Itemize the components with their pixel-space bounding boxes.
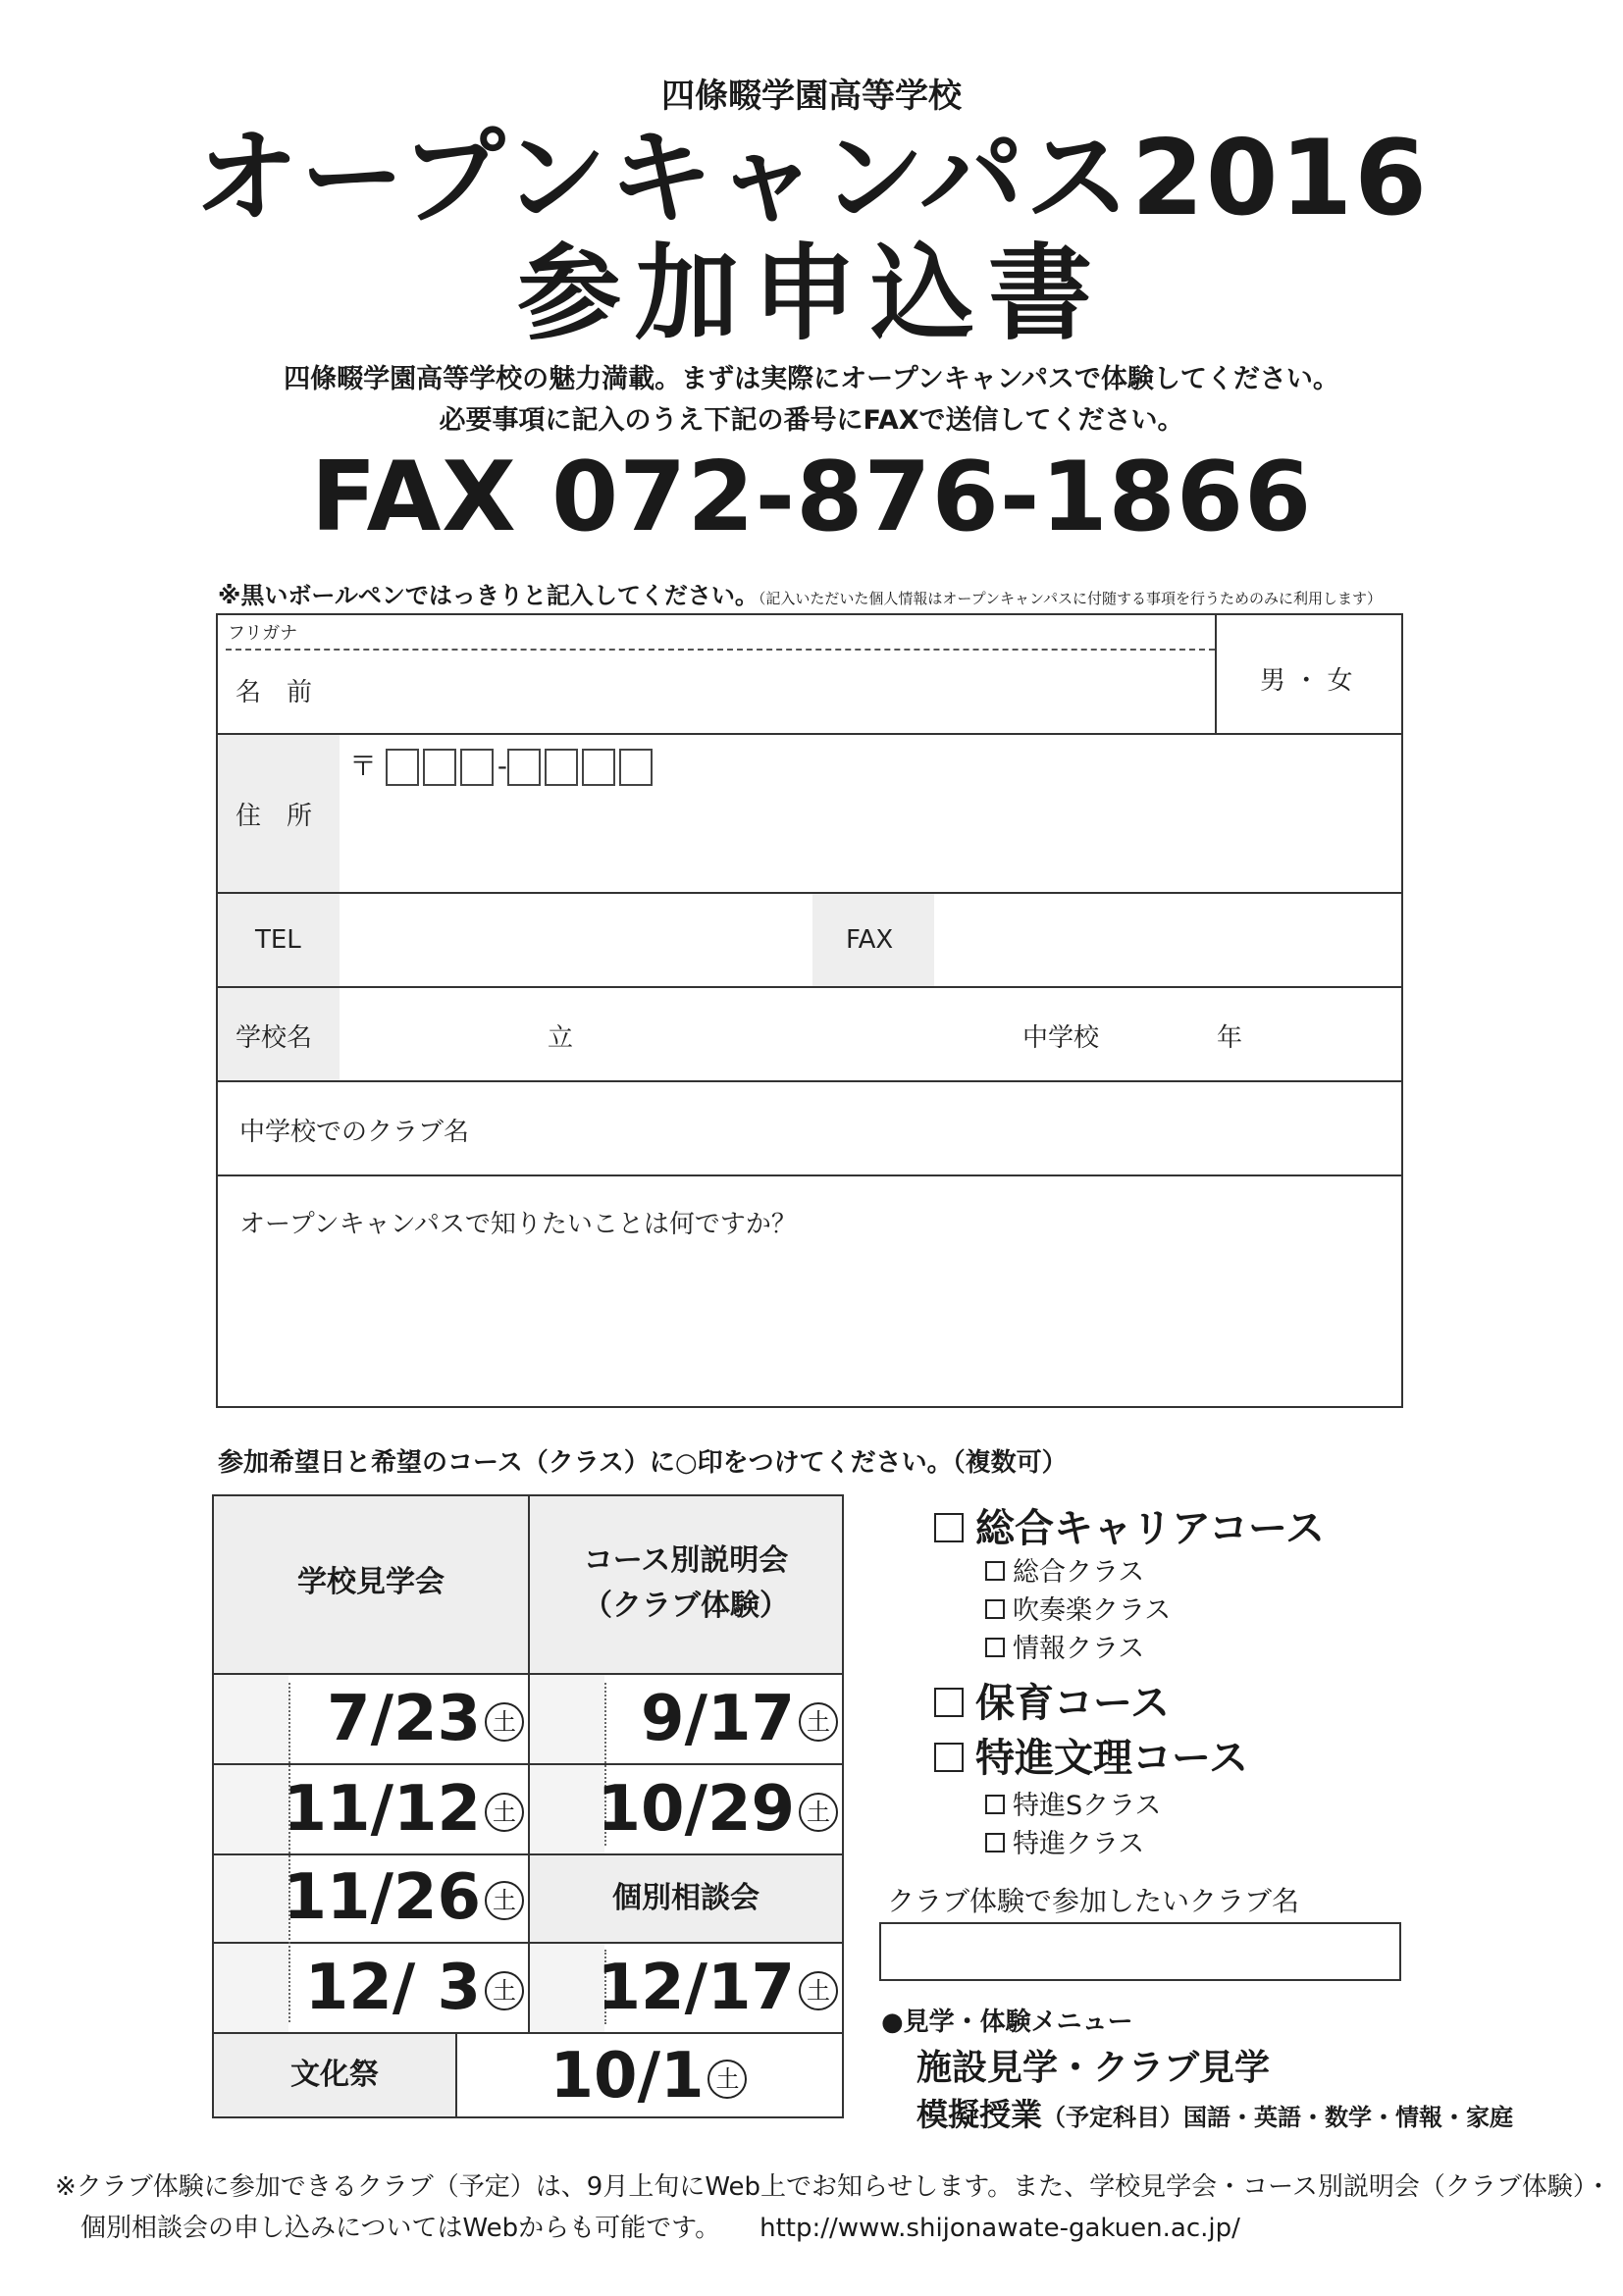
menu-item-note: （予定科目）	[1042, 2104, 1184, 2131]
course-header-line2: （クラブ体験）	[583, 1589, 789, 1623]
date-text: 12/ 3	[304, 1952, 481, 2024]
saturday-mark: 土	[707, 2060, 747, 2099]
page-title: オープンキャンパス2016	[193, 118, 1430, 238]
name-label: 名 前	[236, 678, 313, 707]
checkbox-icon[interactable]	[985, 1638, 1005, 1657]
grid-line	[214, 1673, 842, 1675]
school-visit-date[interactable]	[284, 1773, 525, 1846]
saturday-mark: 土	[485, 1702, 524, 1742]
saturday-mark: 土	[799, 1971, 838, 2010]
course-label: 特進文理コース	[975, 1736, 1248, 1781]
school-visit-date[interactable]	[305, 1952, 524, 2024]
intro-line-2: 必要事項に記入のうえ下記の番号にFAXで送信してください。	[439, 405, 1184, 436]
class-label: 総合クラス	[1013, 1557, 1145, 1588]
address-label: 住 所	[236, 802, 313, 831]
date-text: 10/29	[597, 1773, 795, 1846]
grid-line	[214, 1763, 842, 1765]
club-request-field[interactable]	[879, 1922, 1401, 1981]
pen-note	[218, 576, 1382, 610]
gender-select[interactable]: 男 ・ 女	[1260, 666, 1353, 696]
school-visit-date[interactable]	[327, 1683, 524, 1755]
school-name-field[interactable]	[581, 996, 1013, 1074]
question-row	[218, 1176, 1401, 1406]
grid-line	[214, 1853, 842, 1855]
grid-line	[214, 2032, 842, 2034]
club-field[interactable]	[571, 1090, 1386, 1169]
checkbox-icon[interactable]	[934, 1688, 964, 1717]
course-label: 総合キャリアコース	[975, 1506, 1325, 1551]
checkbox-icon[interactable]	[934, 1743, 964, 1772]
date-text: 9/17	[641, 1683, 795, 1755]
question-field[interactable]	[232, 1245, 1386, 1392]
course-general-checkbox[interactable]	[934, 1497, 1325, 1553]
pen-note-text: ※黒いボールペンではっきりと記入してください。	[218, 582, 759, 609]
prefecture-field[interactable]	[345, 996, 542, 1074]
checkbox-icon[interactable]	[985, 1561, 1005, 1581]
postal-digit-box[interactable]	[386, 749, 419, 786]
menu-item-facility: 施設見学・クラブ見学	[916, 2048, 1271, 2088]
class-advanced-checkbox[interactable]	[985, 1822, 1144, 1860]
question-label: オープンキャンパスで知りたいことは何ですか？	[239, 1210, 797, 1239]
course-childcare-checkbox[interactable]	[934, 1672, 1170, 1728]
checkbox-icon[interactable]	[985, 1599, 1005, 1619]
menu-item-main: 模擬授業	[916, 2096, 1043, 2133]
contact-row	[218, 894, 1401, 988]
menu-item-trial-class	[916, 2090, 1513, 2135]
furigana-divider	[226, 649, 1215, 651]
menu-item-subjects: 国語・英語・数学・情報・家庭	[1183, 2104, 1514, 2131]
name-field[interactable]	[336, 654, 1209, 729]
course-label: 保育コース	[975, 1681, 1170, 1726]
class-info-checkbox[interactable]	[985, 1627, 1144, 1665]
date-text: 7/23	[327, 1683, 481, 1755]
gender-divider	[1215, 615, 1217, 733]
tel-label: TEL	[255, 925, 301, 955]
school-visit-header: 学校見学会	[297, 1565, 445, 1599]
name-row	[218, 615, 1401, 735]
address-field[interactable]	[349, 804, 1389, 886]
postal-digit-box[interactable]	[545, 749, 578, 786]
festival-date[interactable]	[455, 2040, 842, 2113]
grid-line	[214, 1942, 842, 1944]
consult-date[interactable]	[598, 1952, 839, 2024]
tel-field[interactable]	[345, 902, 807, 980]
address-row	[218, 735, 1401, 894]
school-row	[218, 988, 1401, 1082]
postal-digit-box[interactable]	[507, 749, 541, 786]
footer-note-text: 個別相談会の申し込みについてはWebからも可能です。	[80, 2214, 721, 2243]
fax-field[interactable]	[940, 902, 1391, 980]
course-date[interactable]	[598, 1773, 839, 1846]
club-request-label: クラブ体験で参加したいクラブ名	[887, 1885, 1300, 1917]
class-label: 吹奏楽クラス	[1013, 1595, 1172, 1626]
furigana-label: フリガナ	[228, 623, 298, 644]
fax-number: FAX 072-876-1866	[310, 442, 1313, 553]
checkbox-icon[interactable]	[985, 1833, 1005, 1852]
grade-field[interactable]	[1130, 996, 1209, 1074]
saturday-mark: 土	[485, 1793, 524, 1832]
junior-high-label: 中学校	[1022, 1023, 1100, 1053]
footer-note-2	[80, 2208, 1240, 2244]
saturday-mark: 土	[485, 1881, 524, 1920]
club-label: 中学校でのクラブ名	[239, 1118, 470, 1147]
class-label: 特進クラス	[1013, 1829, 1145, 1859]
year-label: 年	[1217, 1023, 1243, 1053]
fax-label: FAX	[846, 925, 894, 955]
privacy-note: （記入いただいた個人情報はオープンキャンパスに付随する事項を行うためのみに利用します）	[758, 590, 1382, 607]
date-text: 11/26	[283, 1861, 481, 1934]
postal-digit-box[interactable]	[423, 749, 456, 786]
postal-digit-box[interactable]	[619, 749, 653, 786]
consult-margin-cell	[530, 1942, 604, 2032]
school-label: 学校名	[236, 1023, 313, 1053]
postal-code[interactable]	[349, 745, 656, 786]
course-date[interactable]	[641, 1683, 838, 1755]
menu-title: ●見学・体験メニュー	[881, 2008, 1133, 2037]
date-text: 12/17	[597, 1952, 795, 2024]
festival-label: 文化祭	[290, 2058, 379, 2092]
instruction-text: 参加希望日と希望のコース（クラス）に○印をつけてください。（複数可）	[218, 1448, 1068, 1478]
saturday-mark: 土	[799, 1793, 838, 1832]
school-visit-date[interactable]	[284, 1861, 525, 1934]
intro-line-1: 四條畷学園高等学校の魅力満載。まずは実際にオープンキャンパスで体験してください。	[284, 364, 1339, 394]
class-band-checkbox[interactable]	[985, 1589, 1171, 1627]
course-header-line1: コース別説明会	[583, 1543, 789, 1578]
date-text: 11/12	[283, 1773, 481, 1846]
consult-header: 個別相談会	[612, 1881, 759, 1915]
class-advanced-s-checkbox[interactable]	[985, 1784, 1161, 1822]
club-row	[218, 1082, 1401, 1176]
schedule-table	[212, 1494, 844, 2118]
saturday-mark: 土	[485, 1971, 524, 2010]
postal-digit-box[interactable]	[582, 749, 615, 786]
left-margin-cell	[214, 1673, 288, 2032]
website-link[interactable]: http://www.shijonawate-gakuen.ac.jp/	[759, 2214, 1240, 2243]
page-subtitle: 参加申込書	[517, 234, 1106, 354]
footer-note-1: ※クラブ体験に参加できるクラブ（予定）は、9月上旬にWeb上でお知らせします。また、学校見学会・コース別説明会（クラブ体験）・	[55, 2172, 1611, 2202]
class-label: 情報クラス	[1013, 1634, 1145, 1664]
class-label: 特進Sクラス	[1013, 1791, 1162, 1821]
saturday-mark: 土	[799, 1702, 838, 1742]
postal-digit-box[interactable]	[460, 749, 494, 786]
class-general-checkbox[interactable]	[985, 1550, 1144, 1589]
postal-dash: -	[497, 750, 508, 782]
postal-mark: 〒	[349, 750, 378, 782]
checkbox-icon[interactable]	[934, 1513, 964, 1542]
course-advanced-checkbox[interactable]	[934, 1727, 1248, 1783]
dotted-separator	[288, 1683, 290, 2022]
application-form	[216, 613, 1403, 1408]
school-public-label: 立	[548, 1023, 574, 1053]
school-name: 四條畷学園高等学校	[661, 77, 962, 116]
checkbox-icon[interactable]	[985, 1795, 1005, 1814]
date-text: 10/1	[550, 2040, 705, 2113]
